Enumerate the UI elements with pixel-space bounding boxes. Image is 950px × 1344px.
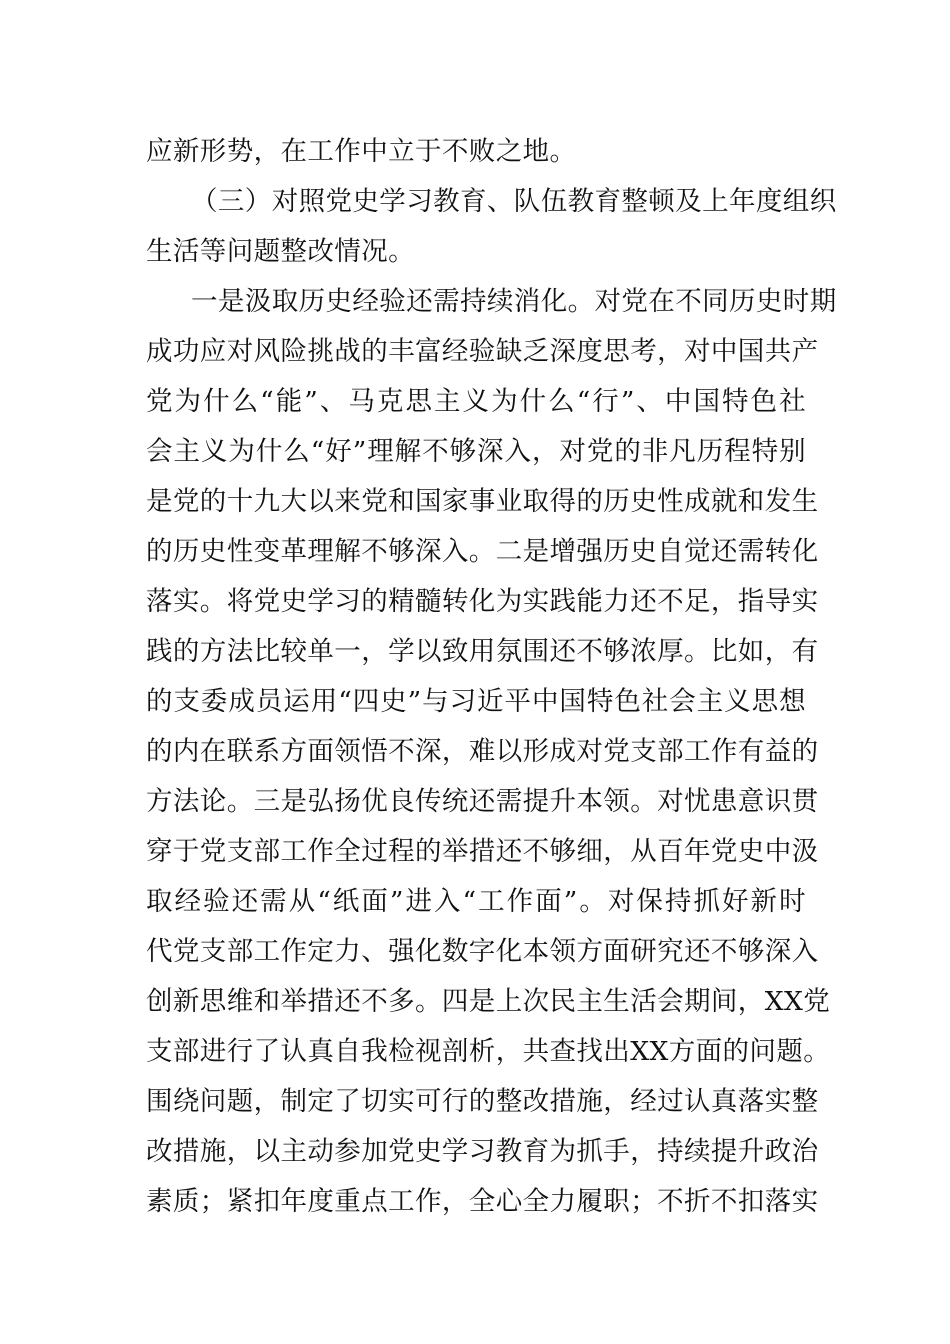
text-line: 方法论。三是弘扬优良传统还需提升本领。对忧患意识贯 [146, 786, 819, 817]
text-line: 的支委成员运用“四史”与习近平中国特色社会主义思想 [146, 686, 806, 717]
text-line: 素质；紧扣年度重点工作，全心全力履职；不折不扣落实 [146, 1186, 819, 1217]
text-line: 践的方法比较单一，学以致用氛围还不够浓厚。比如，有 [146, 636, 819, 667]
text-line: 应新形势，在工作中立于不败之地。 [146, 136, 577, 167]
text-line: 围绕问题，制定了切实可行的整改措施，经过认真落实整 [146, 1086, 819, 1117]
text-line: 创新思维和举措还不多。四是上次民主生活会期间，XX党 [146, 986, 831, 1017]
text-line: 的历史性变革理解不够深入。二是增强历史自觉还需转化 [146, 536, 819, 567]
text-line: 是党的十九大以来党和国家事业取得的历史性成就和发生 [146, 486, 819, 517]
text-line: 穿于党支部工作全过程的举措还不够细，从百年党史中汲 [146, 836, 819, 867]
text-line: 成功应对风险挑战的丰富经验缺乏深度思考，对中国共产 [146, 336, 819, 367]
text-line: 改措施，以主动参加党史学习教育为抓手，持续提升政治 [146, 1136, 819, 1167]
text-line: 党为什么“能”、马克思主义为什么“行”、中国特色社 [146, 386, 806, 417]
text-line: 支部进行了认真自我检视剖析，共查找出XX方面的问题。 [146, 1036, 831, 1067]
text-line: 会主义为什么“好”理解不够深入，对党的非凡历程特别 [146, 436, 806, 467]
text-line: 取经验还需从“纸面”进入“工作面”。对保持抓好新时 [146, 886, 806, 917]
section-heading: （三）对照党史学习教育、队伍教育整顿及上年度组织 [191, 186, 837, 217]
text-line: 的内在联系方面领悟不深，难以形成对党支部工作有益的 [146, 736, 819, 767]
paragraph-first-line: 一是汲取历史经验还需持续消化。对党在不同历史时期 [191, 286, 837, 317]
text-line: 落实。将党史学习的精髓转化为实践能力还不足，指导实 [146, 586, 819, 617]
text-line: 代党支部工作定力、强化数字化本领方面研究还不够深入 [146, 936, 819, 967]
section-heading-continued: 生活等问题整改情况。 [146, 236, 415, 267]
